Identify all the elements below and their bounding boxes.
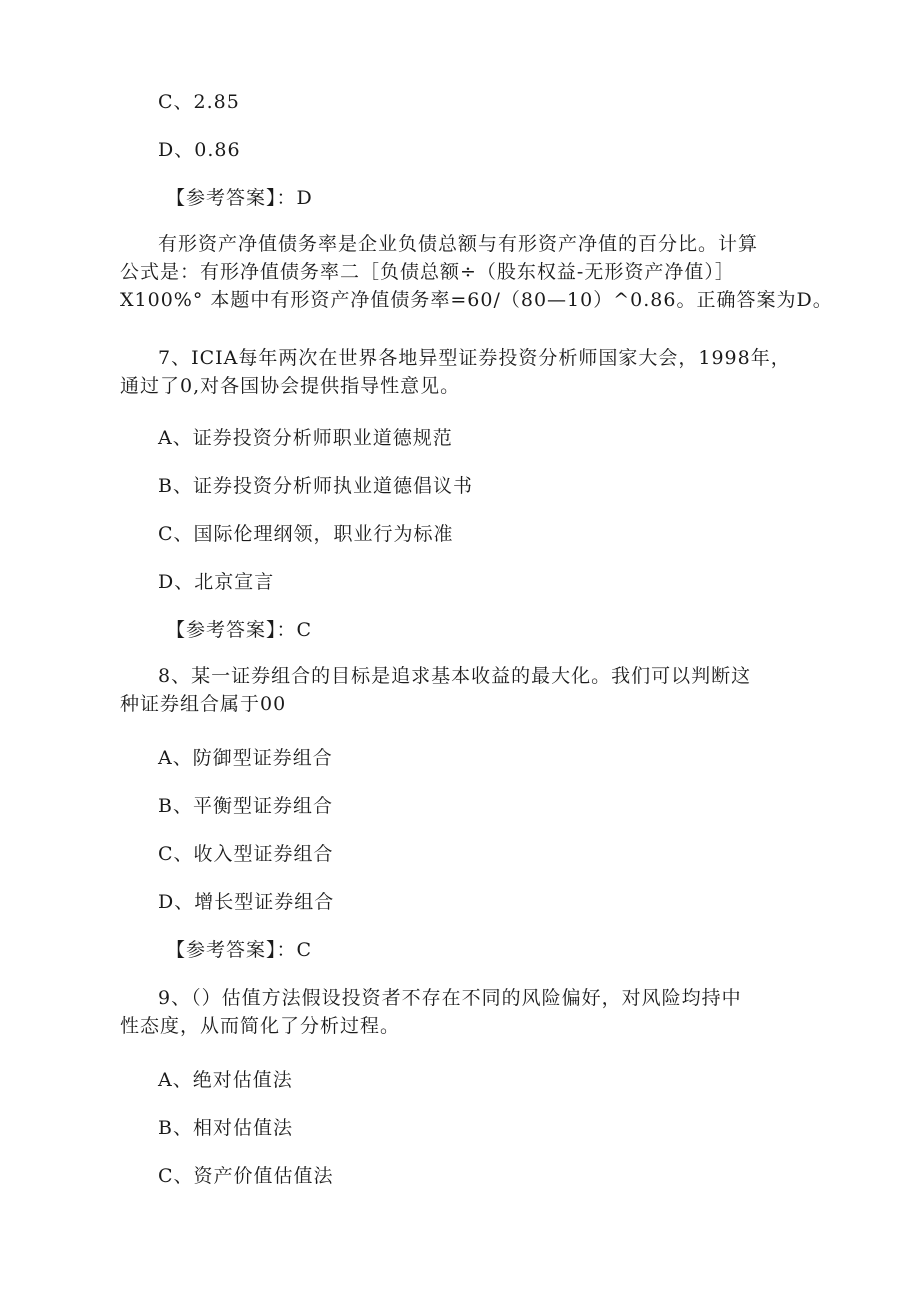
- q8-option-c: C、收入型证券组合: [158, 843, 334, 865]
- q7-option-b: B、证券投资分析师执业道德倡议书: [158, 475, 473, 497]
- q6-explanation-line3: X100%° 本题中有形资产净值债务率=60/（80—10）^0.86。正确答案为D。: [120, 289, 833, 311]
- q8-option-d: D、增长型证券组合: [158, 891, 335, 913]
- q7-answer: 【参考答案】：C: [166, 619, 313, 641]
- q8-stem: [120, 662, 810, 718]
- q9-option-a: A、绝对估值法: [158, 1069, 293, 1091]
- q7-option-d: D、北京宣言: [158, 571, 275, 593]
- q6-explanation: [120, 230, 833, 314]
- q9-option-c: C、资产价值估值法: [158, 1165, 334, 1187]
- q7-stem: [120, 344, 810, 400]
- q8-option-a: A、防御型证券组合: [158, 747, 333, 769]
- q6-option-d: D、0.86: [158, 139, 241, 161]
- q7-option-a: A、证券投资分析师职业道德规范: [158, 427, 453, 449]
- q8-stem-line2: 种证券组合属于00: [120, 693, 287, 715]
- q8-option-b: B、平衡型证券组合: [158, 795, 333, 817]
- q9-stem: [120, 984, 810, 1040]
- q6-option-c: C、2.85: [158, 91, 240, 113]
- q9-option-b: B、相对估值法: [158, 1117, 293, 1139]
- q7-stem-line1: 7、ICIA每年两次在世界各地异型证券投资分析师国家大会，1998年，: [158, 347, 791, 369]
- q9-stem-line2: 性态度，从而简化了分析过程。: [120, 1015, 401, 1037]
- q6-explanation-line1: 有形资产净值债务率是企业负债总额与有形资产净值的百分比。计算: [158, 233, 759, 255]
- q9-stem-line1: 9、（）估值方法假设投资者不存在不同的风险偏好，对风险均持中: [158, 987, 742, 1009]
- q7-stem-line2: 通过了0,对各国协会提供指导性意见。: [120, 375, 461, 397]
- q8-answer: 【参考答案】：C: [166, 939, 313, 961]
- q8-stem-line1: 8、某一证券组合的目标是追求基本收益的最大化。我们可以判断这: [158, 665, 752, 687]
- q6-explanation-line2: 公式是：有形净值债务率二［负债总额÷（股东权益-无形资产净值）］: [120, 261, 735, 283]
- q7-option-c: C、国际伦理纲领，职业行为标准: [158, 523, 454, 545]
- q6-answer: 【参考答案】：D: [166, 187, 313, 209]
